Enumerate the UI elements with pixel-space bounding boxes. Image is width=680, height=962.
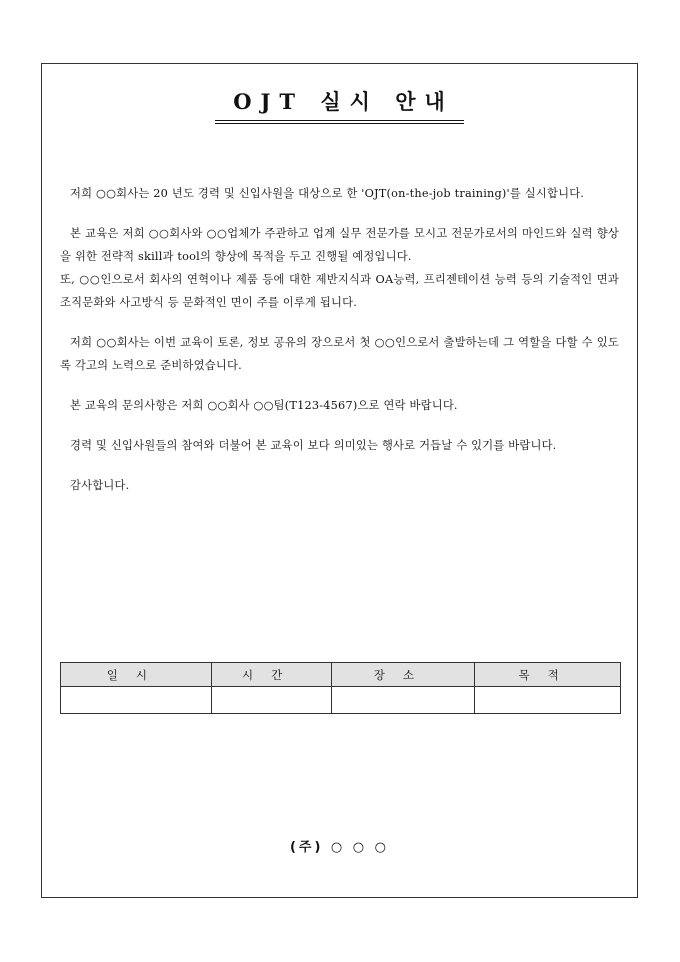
paragraph-purpose: 본 교육은 저희 ○○회사와 ○○업체가 주관하고 업계 실무 전문가를 모시고 전문가로서의 마인드와 실력 향상을 위한 전략적 skill과 tool의 향상에 목적을 두고 진행될 예정입니다. xyxy=(60,227,619,263)
schedule-header-row xyxy=(61,663,621,687)
cell-date xyxy=(61,687,212,714)
cell-place xyxy=(331,687,475,714)
schedule-table xyxy=(60,662,621,714)
paragraph-contact: 본 교육의 문의사항은 저희 ○○회사 ○○팀(T123-4567)으로 연락 바랍니다. xyxy=(70,399,458,412)
document-frame xyxy=(41,63,638,898)
header-date: 일시 xyxy=(61,663,212,687)
title-area xyxy=(42,86,637,121)
paragraph-intro: 저희 ○○회사는 20 년도 경력 및 신입사원을 대상으로 한 'OJT(on-the-job training)'를 실시합니다. xyxy=(70,187,585,200)
header-time: 시간 xyxy=(211,663,331,687)
paragraph-closing-wish: 경력 및 신입사원들의 참여와 더불어 본 교육이 보다 의미있는 행사로 거듭날 수 있기를 바랍니다. xyxy=(70,439,557,452)
paragraph-thanks: 감사합니다. xyxy=(70,479,130,492)
document-body xyxy=(60,182,619,497)
paragraph-content: 또, ○○인으로서 회사의 연혁이나 제품 등에 대한 제반지식과 OA능력, 프리젠테이션 능력 등의 기술적인 면과 조직문화와 사고방식 등 문화적인 면이 주를 이루게 됩니다. xyxy=(60,273,619,309)
schedule-row xyxy=(61,687,621,714)
document-title: OJT 실시 안내 xyxy=(215,86,464,121)
paragraph-preparation: 저희 ○○회사는 이번 교육이 토론, 정보 공유의 장으로서 첫 ○○인으로서 출발하는데 그 역할을 다할 수 있도록 각고의 노력으로 준비하였습니다. xyxy=(60,336,619,372)
company-name: (주) ○ ○ ○ xyxy=(289,840,390,855)
header-purpose: 목적 xyxy=(475,663,621,687)
header-place: 장소 xyxy=(331,663,475,687)
cell-time xyxy=(211,687,331,714)
cell-purpose xyxy=(475,687,621,714)
